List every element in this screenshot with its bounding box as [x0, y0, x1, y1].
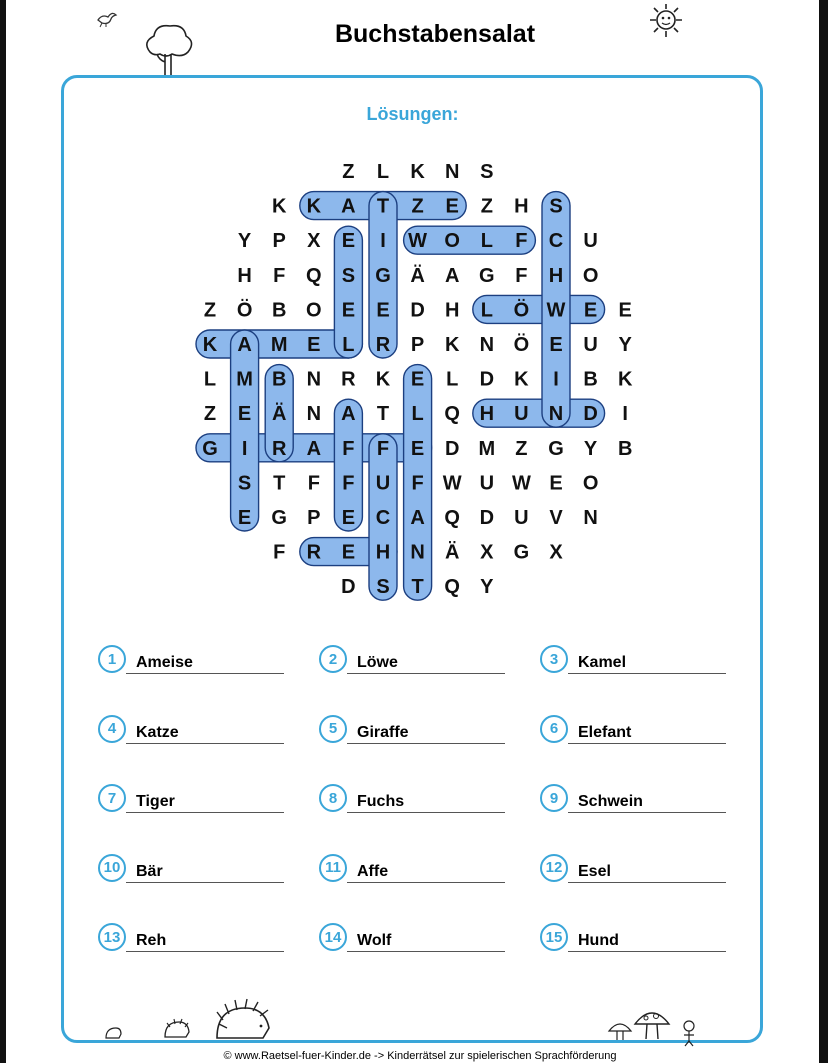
word-item: [98, 645, 298, 677]
grid-letter: Ä: [410, 264, 425, 287]
grid-letter: F: [307, 472, 320, 495]
grid-letter: F: [515, 264, 528, 287]
word-number-badge: 1: [98, 645, 126, 673]
grid-letter: I: [241, 437, 248, 460]
grid-letter: Q: [444, 507, 460, 529]
word-label: Wolf: [357, 932, 392, 949]
grid-letter: Ö: [513, 334, 530, 356]
grid-letter: E: [549, 334, 563, 356]
grid-letter: B: [617, 437, 633, 460]
grid-letter: H: [514, 195, 529, 218]
grid-letter: M: [270, 334, 288, 356]
answer-line: [126, 882, 284, 883]
word-label: Kamel: [578, 654, 627, 671]
word-item: [540, 645, 740, 677]
grid-letter: A: [341, 195, 356, 218]
answer-line: [126, 743, 284, 744]
grid-letter: D: [583, 403, 598, 426]
grid-letter: M: [236, 368, 253, 391]
grid-letter: G: [375, 264, 391, 287]
grid-letter: K: [514, 368, 529, 391]
grid-letter: A: [341, 403, 356, 426]
grid-letter: Z: [515, 437, 528, 460]
word-item: [540, 715, 740, 747]
grid-letter: I: [553, 368, 559, 391]
word-number-badge: 9: [540, 784, 568, 812]
grid-letter: I: [622, 403, 628, 426]
word-number-badge: 2: [319, 645, 347, 673]
word-number-badge: 8: [319, 784, 347, 812]
grid-letter: G: [479, 264, 495, 287]
word-number-badge: 12: [540, 854, 568, 882]
grid-letter: B: [271, 368, 287, 391]
grid-letter: C: [375, 507, 391, 529]
answer-line: [568, 812, 726, 813]
word-label: Schwein: [578, 793, 643, 810]
grid-letter: F: [273, 541, 286, 564]
grid-letter: K: [444, 334, 460, 356]
grid-letter: U: [583, 334, 598, 356]
grid-letter: F: [411, 472, 424, 495]
answer-line: [126, 812, 284, 813]
word-item: [98, 854, 298, 886]
grid-letter: H: [375, 541, 391, 564]
grid-letter: D: [341, 576, 356, 599]
grid-letter: P: [307, 507, 321, 529]
word-item: [540, 854, 740, 886]
grid-letter: U: [479, 472, 495, 495]
grid-letter: Q: [306, 264, 322, 287]
word-number-badge: 6: [540, 715, 568, 743]
grid-letter: P: [410, 334, 425, 356]
word-label: Affe: [357, 862, 389, 880]
grid-letter: L: [480, 299, 493, 322]
grid-letter: E: [618, 299, 632, 322]
grid-letter: W: [511, 472, 531, 495]
word-number-badge: 15: [540, 923, 568, 951]
word-label: Elefant: [578, 723, 632, 741]
grid-letter: A: [306, 437, 322, 460]
grid-letter: Z: [203, 299, 217, 322]
grid-letter: E: [237, 403, 252, 426]
grid-letter: U: [514, 507, 529, 529]
grid-letter: B: [271, 299, 287, 322]
grid-letter: O: [444, 230, 460, 253]
grid-letter: X: [307, 230, 321, 253]
answer-line: [347, 951, 505, 952]
grid-letter: D: [479, 507, 495, 529]
grid-letter: E: [341, 541, 356, 564]
grid-letter: Ä: [444, 541, 460, 564]
grid-letter: T: [273, 472, 286, 495]
grid-letter: K: [375, 368, 391, 391]
grid-letter: S: [376, 576, 390, 599]
grid-letter: N: [306, 368, 322, 391]
grid-letter: W: [442, 472, 462, 495]
grid-letter: O: [582, 264, 599, 287]
grid-letter: D: [479, 368, 495, 391]
solution-highlights: [196, 192, 605, 601]
word-label: Giraffe: [357, 723, 409, 741]
word-label: Katze: [136, 723, 179, 741]
word-item: [98, 715, 298, 747]
grid-letter: N: [410, 541, 425, 564]
grid-letter: F: [515, 230, 528, 253]
grid-letter: M: [478, 437, 496, 460]
answer-line: [568, 882, 726, 883]
grid-letter: X: [480, 541, 494, 564]
grid-letter: N: [479, 334, 495, 356]
answer-line: [347, 882, 505, 883]
grid-letter: N: [306, 403, 322, 426]
word-item: [319, 715, 519, 747]
grid-letter: I: [380, 230, 386, 253]
word-number-badge: 13: [98, 923, 126, 951]
grid-letter: H: [479, 403, 495, 426]
grid-letter: E: [341, 507, 356, 529]
word-label: Löwe: [357, 654, 398, 671]
grid-letter: A: [410, 507, 425, 529]
word-number-badge: 11: [319, 854, 347, 882]
grid-letter: H: [548, 264, 564, 287]
hedgehog-icon: [104, 1026, 122, 1040]
grid-letter: V: [549, 507, 563, 529]
grid-letter: L: [376, 161, 390, 183]
grid-letter: E: [341, 230, 356, 253]
grid-letter: F: [342, 437, 355, 460]
hedgehog-icon: [162, 1018, 192, 1040]
grid-letter: F: [342, 472, 355, 495]
grid-letter: G: [548, 437, 564, 460]
mouse-icon: [676, 1018, 702, 1048]
word-number-badge: 14: [319, 923, 347, 951]
grid-letter: Ö: [513, 299, 530, 322]
grid-letter: Z: [411, 195, 424, 218]
grid-letter: E: [445, 195, 459, 218]
word-label: Esel: [578, 862, 611, 880]
word-item: [540, 923, 740, 955]
page-title: Buchstabensalat: [334, 20, 536, 48]
footer-copyright: © www.Raetsel-fuer-Kinder.de -> Kinderrätsel zur spielerischen Sprachförderung: [223, 1050, 617, 1062]
grid-letter: F: [376, 437, 390, 460]
grid-letter: S: [341, 264, 356, 287]
grid-letter: E: [376, 299, 390, 322]
grid-letter: E: [307, 334, 321, 356]
grid-letter: G: [271, 507, 287, 529]
letter-grid: [6, 0, 819, 620]
answer-line: [126, 951, 284, 952]
grid-letter: K: [410, 161, 425, 183]
grid-letter: K: [306, 195, 322, 218]
grid-letter: E: [237, 507, 252, 529]
grid-letter: U: [583, 230, 598, 253]
grid-letter: E: [583, 299, 598, 322]
grid-letter: X: [549, 541, 563, 564]
grid-letter: E: [410, 368, 425, 391]
word-label: Bär: [136, 862, 163, 880]
grid-letter: R: [375, 334, 391, 356]
grid-letter: L: [342, 334, 355, 356]
grid-letter: A: [237, 334, 252, 356]
grid-letter: Z: [480, 195, 493, 218]
grid-letter: T: [411, 576, 424, 599]
word-number-badge: 7: [98, 784, 126, 812]
grid-letter: U: [375, 472, 391, 495]
grid-letter: Y: [583, 437, 598, 460]
word-label: Tiger: [136, 793, 175, 810]
grid-letter: Ä: [271, 403, 287, 426]
grid-letter: B: [583, 368, 598, 391]
highlight-ameise: [231, 330, 259, 531]
grid-letter: D: [410, 299, 425, 322]
grid-letter: Z: [203, 403, 217, 426]
answer-line: [126, 673, 284, 674]
grid-letter: R: [306, 541, 322, 564]
grid-letter: D: [444, 437, 460, 460]
grid-letter: L: [446, 368, 459, 391]
grid-letter: R: [341, 368, 356, 391]
word-number-badge: 5: [319, 715, 347, 743]
grid-letter: Y: [618, 334, 632, 356]
grid-letter: C: [548, 230, 564, 253]
mushroom-icon: [606, 1018, 634, 1042]
grid-letter: Y: [237, 230, 252, 253]
grid-letter: N: [548, 403, 564, 426]
hedgehog-icon: [211, 998, 273, 1042]
grid-letter: H: [237, 264, 252, 287]
grid-letter: F: [273, 264, 286, 287]
grid-letter: G: [513, 541, 530, 564]
grid-letter: Q: [444, 403, 460, 426]
grid-letter: U: [514, 403, 529, 426]
grid-letter: S: [549, 195, 563, 218]
grid-letter: T: [376, 403, 390, 426]
grid-letter: L: [411, 403, 424, 426]
grid-letter: Z: [342, 161, 355, 183]
word-item: [319, 784, 519, 816]
grid-letter: A: [444, 264, 460, 287]
grid-letter: K: [617, 368, 633, 391]
word-label: Hund: [578, 932, 619, 949]
worksheet-page: [6, 0, 819, 1063]
grid-letter: N: [583, 507, 598, 529]
grid-letter: L: [480, 230, 493, 253]
grid-letter: Y: [480, 576, 494, 599]
answer-line: [568, 673, 726, 674]
grid-letter: P: [272, 230, 286, 253]
grid-letter: E: [549, 472, 563, 495]
word-item: [319, 923, 519, 955]
word-label: Reh: [136, 932, 167, 949]
word-label: Fuchs: [357, 793, 405, 810]
grid-letter: Q: [444, 576, 460, 599]
answer-line: [568, 951, 726, 952]
grid-letter: W: [546, 299, 566, 322]
word-item: [540, 784, 740, 816]
grid-letter: S: [480, 161, 494, 183]
grid-letter: L: [203, 368, 217, 391]
answer-line: [347, 743, 505, 744]
word-item: [319, 854, 519, 886]
grid-letter: T: [376, 195, 390, 218]
word-item: [319, 645, 519, 677]
grid-letter: O: [582, 472, 599, 495]
grid-letter: Ö: [236, 299, 253, 322]
grid-letter: R: [271, 437, 287, 460]
grid-letter: O: [306, 299, 322, 322]
grid-letter: E: [410, 437, 425, 460]
grid-letter: H: [444, 299, 460, 322]
grid-letter: G: [202, 437, 218, 460]
grid-letter: E: [341, 299, 356, 322]
grid-letter: S: [237, 472, 252, 495]
grid-letter: K: [202, 334, 218, 356]
word-number-badge: 4: [98, 715, 126, 743]
grid-letter: N: [444, 161, 460, 183]
answer-line: [347, 673, 505, 674]
mushroom-icon: [632, 1006, 672, 1042]
word-number-badge: 10: [98, 854, 126, 882]
grid-letter: K: [271, 195, 287, 218]
word-item: [98, 923, 298, 955]
answer-line: [347, 812, 505, 813]
word-label: Ameise: [136, 654, 193, 671]
answer-line: [568, 743, 726, 744]
word-item: [98, 784, 298, 816]
word-number-badge: 3: [540, 645, 568, 673]
solutions-heading: Lösungen:: [366, 104, 459, 124]
grid-letter: W: [408, 230, 428, 253]
